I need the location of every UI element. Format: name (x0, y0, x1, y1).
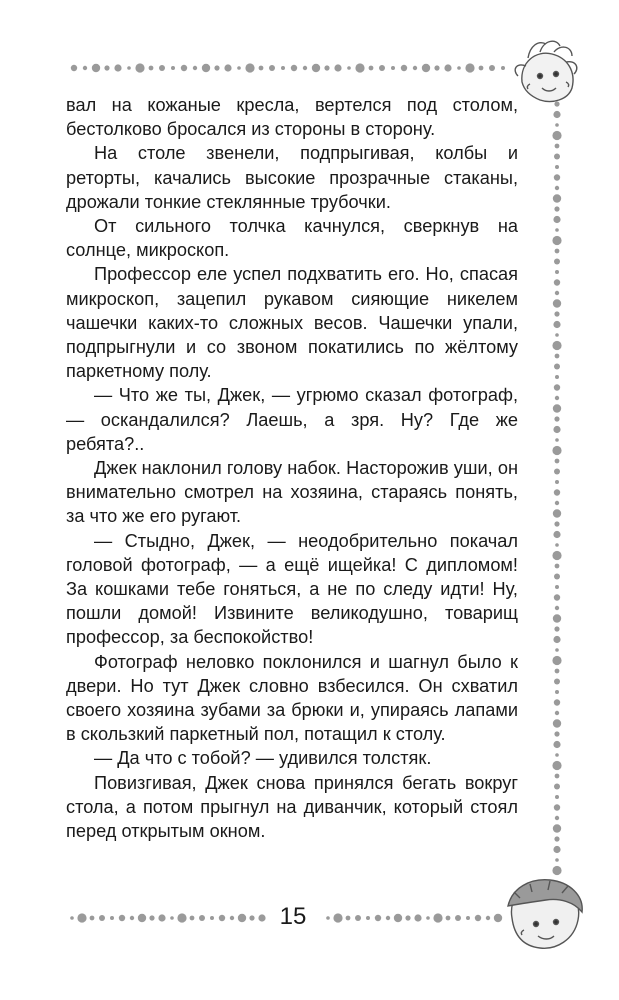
border-dot (465, 63, 474, 72)
border-dot (391, 66, 395, 70)
border-dot (422, 64, 430, 72)
border-dot (413, 66, 417, 70)
paragraph: Профессор еле успел подхватить его. Но, спасая микроскоп, зацепил рукавом сияющие никелем чашечки каких-то сложных весов. Чашечки упали, подпрыгнули и со звоном покатились по жёлтому паркетному полу. (66, 264, 518, 382)
border-dot (475, 915, 481, 921)
border-dot (379, 65, 385, 71)
border-dot (355, 915, 361, 921)
border-dot (554, 279, 560, 285)
border-dot (555, 711, 559, 715)
border-dot (553, 614, 561, 622)
border-dot (555, 543, 559, 547)
border-dot (486, 916, 490, 920)
border-dot (214, 65, 219, 70)
border-dot (434, 65, 439, 70)
border-dot (237, 66, 241, 70)
border-dot (104, 65, 109, 70)
border-dot (554, 154, 560, 160)
girl-face-illustration (515, 41, 577, 101)
border-dot (466, 916, 470, 920)
border-dot (554, 101, 559, 106)
paragraph: вал на кожаные кресла, вертелся под столом, бестолково бросался из стороны в сторону. (66, 95, 518, 140)
border-dot (554, 784, 560, 790)
border-dot (552, 236, 561, 245)
border-dot (554, 699, 560, 705)
border-dot (552, 656, 561, 665)
border-dot (555, 270, 559, 274)
border-dot (375, 915, 381, 921)
border-dot (70, 916, 74, 920)
border-dot (553, 321, 560, 328)
border-dot (553, 404, 561, 412)
border-dot (326, 916, 330, 920)
border-dot (553, 636, 560, 643)
border-dot (553, 531, 560, 538)
border-dot (554, 521, 559, 526)
border-dot (555, 480, 559, 484)
border-dot (555, 858, 559, 862)
border-dot (355, 63, 364, 72)
border-dot (202, 64, 210, 72)
border-dot (552, 866, 561, 875)
paragraph: — Стыдно, Джек, — неодобрительно покачал головой фотограф, — а ещё ищейка! С дипломом! За кошками тебе гоняться, а не по следу идти! Ну, пошли домой! Извините великодушно, товарищ профессор, за беспокойство! (66, 530, 518, 648)
border-dot (457, 66, 461, 70)
border-dot (555, 753, 559, 757)
border-dot (554, 206, 559, 211)
border-dot (346, 916, 351, 921)
border-dot (219, 915, 225, 921)
border-dot (138, 914, 146, 922)
border-dot (555, 795, 559, 799)
border-dot (555, 648, 559, 652)
border-dot (501, 66, 505, 70)
border-dot (199, 915, 205, 921)
border-dot (177, 913, 186, 922)
border-dot (489, 65, 495, 71)
border-dot (555, 354, 560, 359)
border-dot (553, 426, 560, 433)
border-dot (554, 469, 560, 475)
border-dot (553, 719, 561, 727)
border-dot (110, 916, 114, 920)
paragraph: Джек наклонил голову набок. Насторожив уши, он внимательно смотрел на хозяина, стараясь понять, за что же его ругают. (66, 458, 518, 527)
border-dot (159, 65, 165, 71)
border-dot (433, 913, 442, 922)
paragraph: — Да что с тобой? — удивился толстяк. (94, 748, 432, 769)
border-dot (555, 375, 559, 379)
border-dot (554, 416, 559, 421)
border-dot (555, 564, 560, 569)
border-dot (324, 65, 329, 70)
paragraph: На столе звенели, подпрыгивая, колбы и реторты, качались высокие прозрачные стаканы, дрожали тонкие стеклянные трубочки. (66, 143, 518, 212)
border-dot (149, 66, 154, 71)
border-dot (230, 916, 234, 920)
page-number: 15 (279, 903, 307, 930)
border-dot (99, 915, 105, 921)
border-dot (401, 65, 407, 71)
border-dot (347, 66, 351, 70)
border-dot (170, 916, 174, 920)
border-dot (127, 66, 131, 70)
border-dot (446, 916, 451, 921)
border-dot (553, 111, 560, 118)
border-dot (555, 690, 559, 694)
border-dot (386, 916, 390, 920)
border-dot (555, 165, 559, 169)
paragraph: — Что же ты, Джек, — угрюмо сказал фотограф, — оскандалился? Лаешь, а зря. Ну? Где же ребята?.. (66, 385, 518, 454)
border-dot (554, 574, 560, 580)
border-dot (552, 446, 561, 455)
border-dot (554, 384, 560, 390)
border-dot (555, 669, 560, 674)
border-dot (555, 606, 559, 610)
border-dot (426, 916, 430, 920)
border-dot (394, 914, 402, 922)
border-dot (555, 396, 559, 400)
border-dot (249, 915, 254, 920)
border-dot (92, 64, 100, 72)
border-dot (554, 364, 560, 370)
border-dot (181, 65, 187, 71)
border-dot (555, 333, 559, 337)
border-dot (555, 186, 559, 190)
border-dot (555, 459, 560, 464)
border-dot (245, 63, 254, 72)
body-text (66, 93, 518, 843)
border-dot (554, 594, 560, 600)
border-dot (224, 64, 231, 71)
border-dot (210, 916, 214, 920)
border-dot (553, 824, 561, 832)
border-dot (553, 509, 561, 517)
border-dot (554, 804, 560, 810)
border-dot (553, 846, 560, 853)
border-dot (555, 585, 559, 589)
border-dot (555, 249, 560, 254)
border-dot (119, 915, 125, 921)
border-dot (552, 131, 561, 140)
border-dot (369, 66, 374, 71)
border-dot (554, 836, 559, 841)
border-dot (334, 64, 341, 71)
border-dot (366, 916, 370, 920)
border-dot (554, 489, 560, 495)
border-dot (135, 63, 144, 72)
border-dot (554, 311, 559, 316)
border-dot (130, 916, 134, 920)
border-dot (479, 66, 484, 71)
paragraph: Фотограф неловко поклонился и шагнул было к двери. Но тут Джек словно взбесился. Он схватил своего хозяина зубами за брюки и, упираясь лапами в скользкий паркетный пол, потащил к столу. (66, 651, 518, 745)
border-dot (555, 438, 559, 442)
border-dot (455, 915, 461, 921)
border-dot (238, 914, 246, 922)
border-dot (554, 679, 560, 685)
border-dot (554, 731, 559, 736)
border-dot (114, 64, 121, 71)
border-dot (193, 66, 197, 70)
border-dot (83, 66, 87, 70)
border-dot (71, 65, 77, 71)
border-dot (555, 228, 559, 232)
border-dot (333, 913, 342, 922)
border-dot (171, 66, 175, 70)
border-dot (552, 551, 561, 560)
border-dot (90, 916, 95, 921)
border-dot (303, 66, 307, 70)
border-dot (552, 341, 561, 350)
border-dot (494, 914, 502, 922)
border-dot (554, 259, 560, 265)
border-dot (149, 915, 154, 920)
border-dot (555, 501, 559, 505)
paragraph: Повизгивая, Джек снова принялся бегать вокруг стола, а потом прыгнул на диванчик, который стоял перед открытым окном. (66, 772, 518, 842)
border-dot (281, 66, 285, 70)
border-dot (269, 65, 275, 71)
border-dot (259, 66, 264, 71)
border-dot (77, 913, 86, 922)
border-dot (555, 144, 560, 149)
border-dot (552, 761, 561, 770)
boy-face-illustration (508, 880, 582, 949)
border-dot (414, 914, 421, 921)
border-dot (258, 914, 265, 921)
border-dot (555, 123, 559, 127)
border-dot (312, 64, 320, 72)
border-dot (555, 291, 559, 295)
paragraph: От сильного толчка качнулся, сверкнув на солнце, микроскоп. (66, 216, 518, 261)
border-dot (553, 216, 560, 223)
border-dot (554, 626, 559, 631)
border-dot (553, 194, 561, 202)
border-dot (553, 299, 561, 307)
border-dot (291, 65, 297, 71)
border-dot (190, 916, 195, 921)
border-dot (444, 64, 451, 71)
border-dot (555, 774, 560, 779)
border-dot (405, 915, 410, 920)
border-dot (553, 741, 560, 748)
border-dot (158, 914, 165, 921)
border-dot (555, 816, 559, 820)
border-dot (554, 174, 560, 180)
right-dotted-border (552, 101, 561, 875)
top-dotted-border (71, 63, 505, 72)
